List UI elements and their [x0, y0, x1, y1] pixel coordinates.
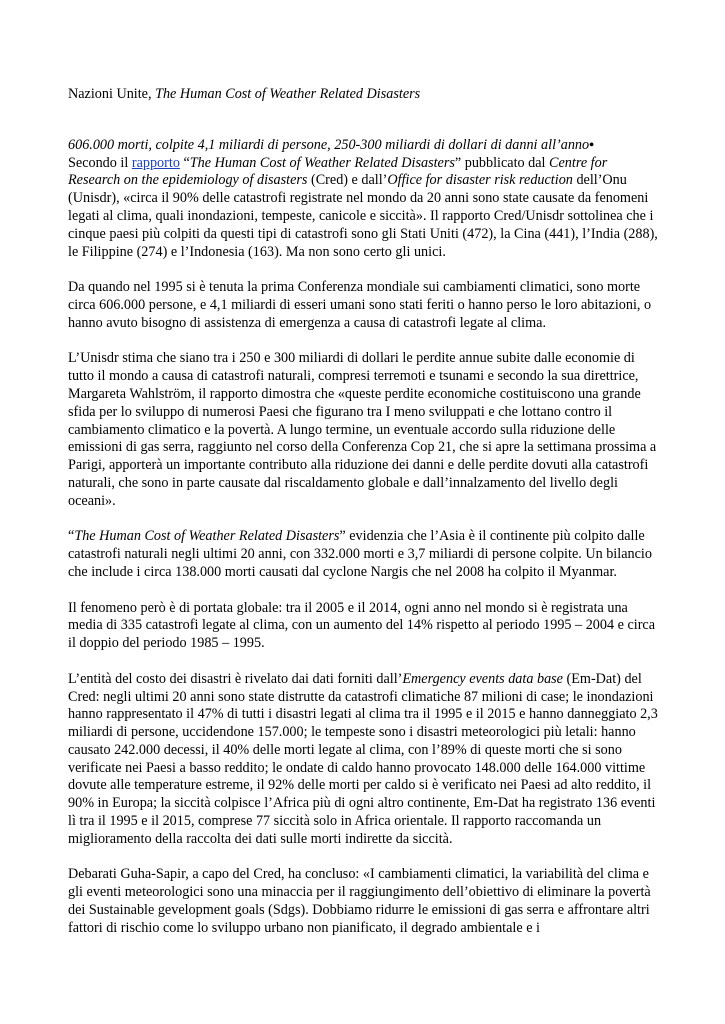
- lead-text: 606.000 morti, colpite 4,1 miliardi di persone, 250-300 miliardi di dollari di danni all’anno: [68, 136, 590, 153]
- paragraph-3: L’Unisdr stima che siano tra i 250 e 300 miliardi di dollari le perdite annue subite dalle economie di tutto il mondo a causa di catastrofi naturali, compresi terremoti e tsunami e secondo la sua direttrice, Margareta Wahlström, il rapporto dimostra che «queste perdite economiche costituiscono una grande sfida per lo sviluppo di numerosi Paesi che figurano tra I meno sviluppati e che lottano contro il cambiamento climatico e la povertà. A lungo termine, un eventuale accordo sulla riduzione delle emissioni di gas serra, raggiunto nel corso della Conferenza Cop 21, che si apre la settimana prossima a Parigi, apporterà un importante contributo alla riduzione dei danni e delle perdite dovuti alla catastrofi naturali, che sono in parte causate dal riscaldamento globale e dall’innalzamento del livello degli oceani».: [68, 350, 657, 509]
- paragraph-6: [68, 671, 660, 849]
- heading-report-title: The Human Cost of Weather Related Disasters: [155, 86, 421, 102]
- p1-text-b: “: [179, 154, 190, 171]
- p1-text-e: dell’Onu (Unisdr), «circa il 90% delle catastrofi registrate nel mondo da 20 anni sono state causate da fenomeni legati al clima, quali inondazioni, tempeste, canicole e siccità». Il rapporto Cred/Unisdr sottolinea che i cinque paesi più colpiti da questi tipi di catastrofi sono gli Stati Uniti (472), la Cina (441), l’India (288), le Filippine (274) e l’Indonesia (163). Ma non sono certo gli unici.: [68, 172, 658, 260]
- rapporto-link[interactable]: rapporto: [131, 154, 180, 171]
- bullet-icon: •: [589, 137, 595, 153]
- paragraph-5: Il fenomeno però è di portata globale: tra il 2005 e il 2014, ogni anno nel mondo si è registrata una media di 335 catastrofi legate al clima, con un aumento del 14% rispetto al periodo 1995 – 2004 e circa il doppio del periodo 1985 – 1995.: [68, 599, 656, 652]
- p4-report-title: The Human Cost of Weather Related Disasters: [74, 528, 340, 545]
- p6-text-a: L’entità del costo dei disastri è rivelato dai dati forniti dall’: [68, 670, 403, 687]
- document-heading: [68, 86, 660, 104]
- document-page: [68, 86, 660, 955]
- p1-text-a: Secondo il: [68, 154, 132, 171]
- paragraph-1: [68, 155, 660, 262]
- p1-report-title: The Human Cost of Weather Related Disasters: [189, 154, 455, 171]
- paragraph-4: [68, 528, 660, 581]
- paragraph-2: Da quando nel 1995 si è tenuta la prima Conferenza mondiale sui cambiamenti climatici, sono morte circa 606.000 persone, e 4,1 miliardi di esseri umani sono stati feriti o hanno perso le loro abitazioni, o hanno avuto bisogno di assistenza di emergenza a causa di catastrofi legate al clima.: [68, 279, 652, 331]
- p1-office-name: Office for disaster risk reduction: [387, 172, 573, 189]
- paragraph-7: Debarati Guha-Sapir, a capo del Cred, ha concluso: «I cambiamenti climatici, la variabilità del clima e gli eventi meteorologici sono una minaccia per il raggiungimento dell’obiettivo di eliminare la povertà dei Sustainable gevelopment goals (Sdgs). Dobbiamo ridurre le emissioni di gas serra e affrontare altri fattori di rischio come lo sviluppo urbano non pianificato, il degrado ambientale e i: [68, 866, 651, 936]
- heading-plain: Nazioni Unite,: [68, 86, 156, 102]
- p4-text-a: “: [68, 528, 75, 545]
- p6-text-b: (Em-Dat) del Cred: negli ultimi 20 anni sono state distrutte da catastrofi climatiche 87 milioni di case; le inondazioni hanno rappresentato il 47% di tutti i disastri legati al clima tra il 1995 e il 2015 e hanno danneggiato 2,3 miliardi di persone, uccidendone 157.000; le tempeste sono i disastri meteorologici più letali: hanno causato 242.000 decessi, il 40% delle morti legate al clima, con l’89% di queste morti che si sono verificate nei Paesi a basso reddito; le ondate di caldo hanno provocato 148.000 delle 164.000 vittime dovute alle temperature estreme, il 92% delle morti per caldo si è verificato nei Paesi ad alto reddito, il 90% in Europa; la siccità colpisce l’Africa più di ogni altro continente, Em-Dat ha registrato 136 eventi lì tra il 1995 e il 2015, comprese 77 siccità solo in Africa orientale. Il rapporto raccomanda un miglioramento della raccolta dei dati sulle morti indirette da siccità.: [68, 670, 658, 847]
- lead-summary: [68, 137, 660, 155]
- p1-text-d: (Cred) e dall’: [307, 172, 388, 189]
- p1-text-c: ” pubblicato dal: [454, 154, 550, 171]
- p4-text-b: ” evidenzia che l’Asia è il continente più colpito dalle catastrofi naturali negli ultimi 20 anni, con 332.000 morti e 3,7 miliardi di persone colpite. Un bilancio che include i circa 138.000 morti causati dal cyclone Nargis che nel 2008 ha colpito il Myanmar.: [68, 528, 652, 580]
- p1-cred-name: Centre for Research on the epidemiology of disasters: [68, 154, 608, 189]
- p6-database-name: Emergency events data base: [402, 670, 563, 687]
